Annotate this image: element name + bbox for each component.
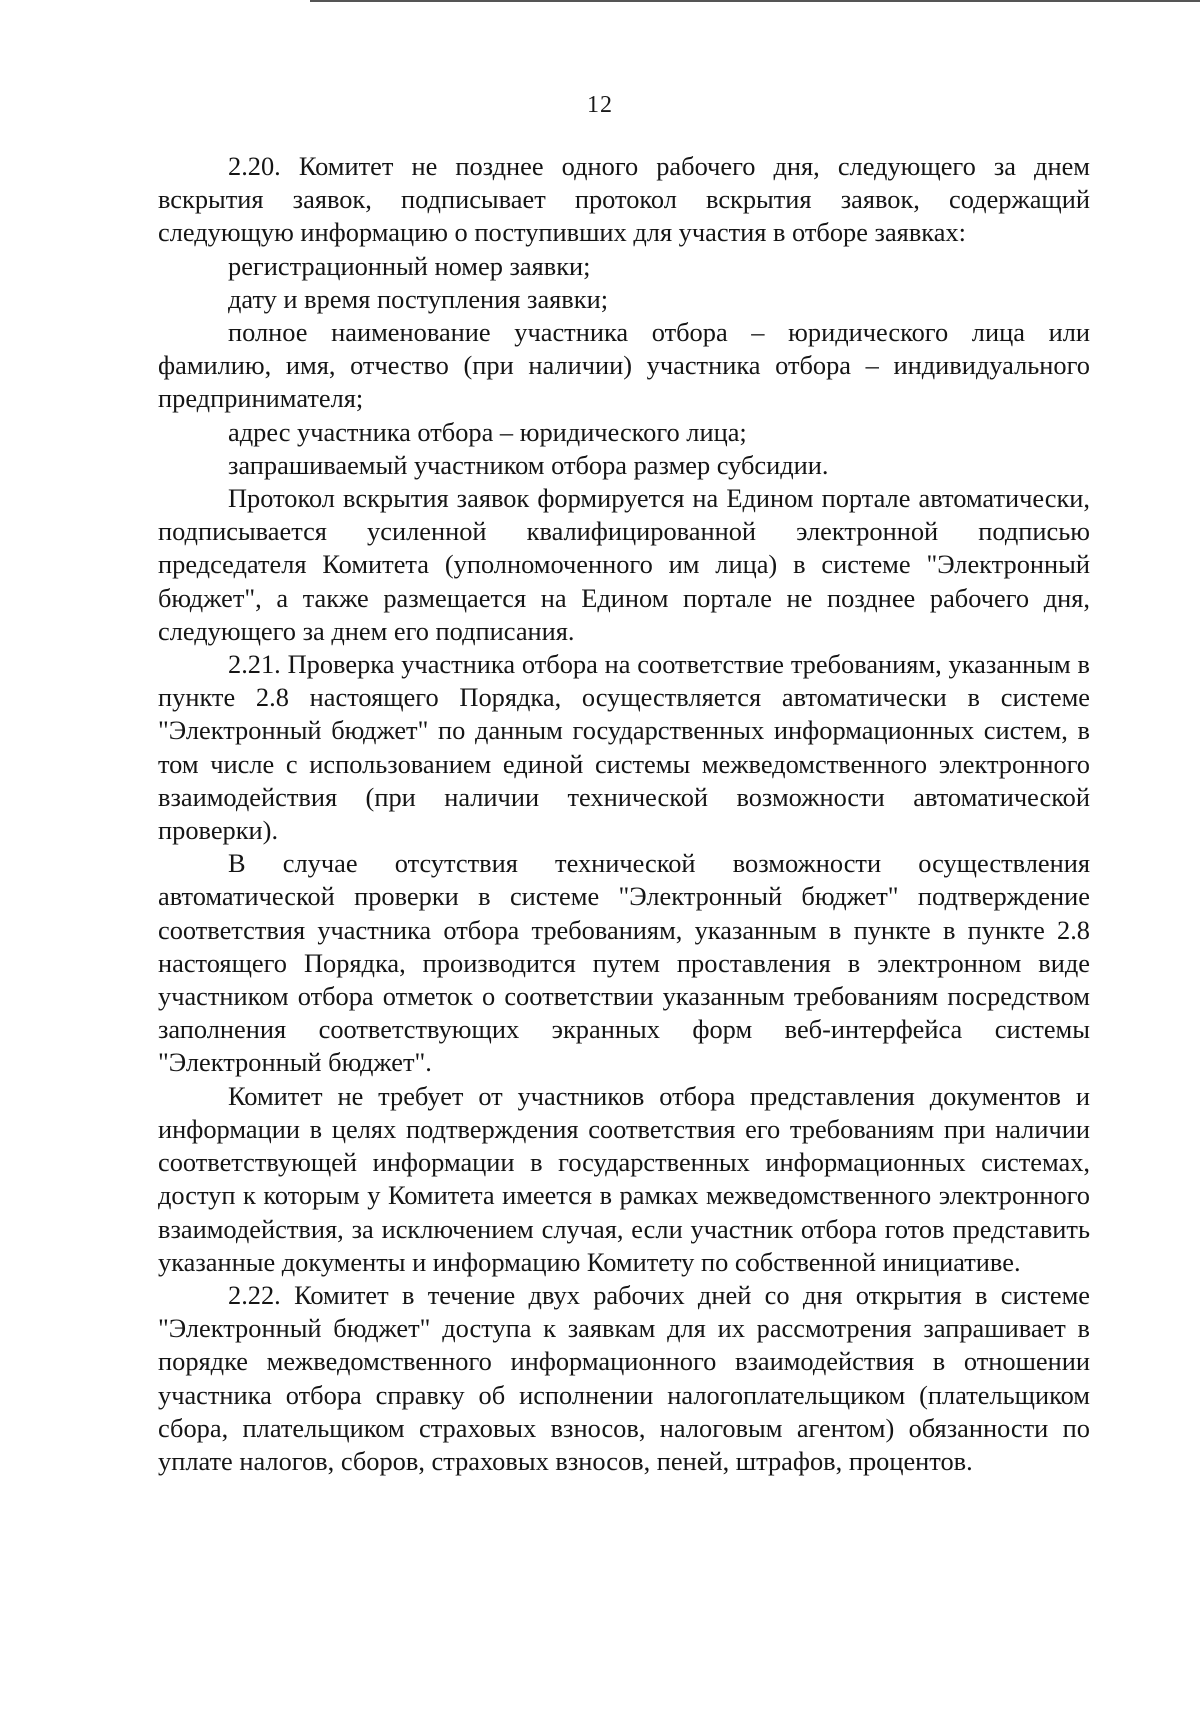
list-item-address: адрес участника отбора – юридического лица;: [228, 416, 747, 447]
list-item-date-time: дату и время поступления заявки;: [228, 283, 609, 314]
paragraph-2-20: 2.20. Комитет не позднее одного рабочего дня, следующего за днем вскрытия заявок, подписывает протокол вскрытия заявок, содержащий следующую информацию о поступивших для участия в отборе заявках:: [158, 151, 1090, 248]
page-number: 12: [587, 92, 613, 118]
list-item-registration-number: регистрационный номер заявки;: [228, 250, 591, 281]
paragraph-2-22: 2.22. Комитет в течение двух рабочих дней со дня открытия в системе "Электронный бюджет" доступа к заявкам для их рассмотрения запрашивает в порядке межведомственного информационного взаимодействия в отношении участника отбора справку об исполнении налогоплательщиком (плательщиком сбора, плательщиком страховых взносов, налоговым агентом) обязанности по уплате налогов, сборов, страховых взносов, пеней, штрафов, процентов.: [158, 1279, 1090, 1476]
paragraph-committee-does-not-require: Комитет не требует от участников отбора представления документов и информации в целях подтверждения соответствия его требованиям при наличии соответствующей информации в государственных информационных системах, доступ к которым у Комитета имеется в рамках межведомственного электронного взаимодействия, за исключением случая, если участник отбора готов представить указанные документы и информацию Комитету по собственной инициативе.: [158, 1080, 1090, 1277]
document-body: [158, 150, 1090, 1478]
list-item-subsidy-amount: запрашиваемый участником отбора размер субсидии.: [228, 449, 829, 480]
list-item-full-name: полное наименование участника отбора – юридического лица или фамилию, имя, отчество (при наличии) участника отбора – индивидуального предпринимателя;: [158, 317, 1090, 414]
paragraph-no-technical-possibility: В случае отсутствия технической возможности осуществления автоматической проверки в системе "Электронный бюджет" подтверждение соответствия участника отбора требованиям, указанным в пункте в пункте 2.8 настоящего Порядка, производится путем проставления в электронном виде участником отбора отметок о соответствии указанным требованиям посредством заполнения соответствующих экранных форм веб-интерфейса системы "Электронный бюджет".: [158, 848, 1090, 1078]
paragraph-2-21: 2.21. Проверка участника отбора на соответствие требованиям, указанным в пункте 2.8 настоящего Порядка, осуществляется автоматически в системе "Электронный бюджет" по данным государственных информационных систем, в том числе с использованием единой системы межведомственного электронного взаимодействия (при наличии технической возможности автоматической проверки).: [158, 649, 1090, 846]
paragraph-protocol: Протокол вскрытия заявок формируется на Едином портале автоматически, подписывается усиленной квалифицированной электронной подписью председателя Комитета (уполномоченного им лица) в системе "Электронный бюджет", а также размещается на Едином портале не позднее рабочего дня, следующего за днем его подписания.: [158, 483, 1090, 646]
top-border-line: [310, 0, 1200, 2]
